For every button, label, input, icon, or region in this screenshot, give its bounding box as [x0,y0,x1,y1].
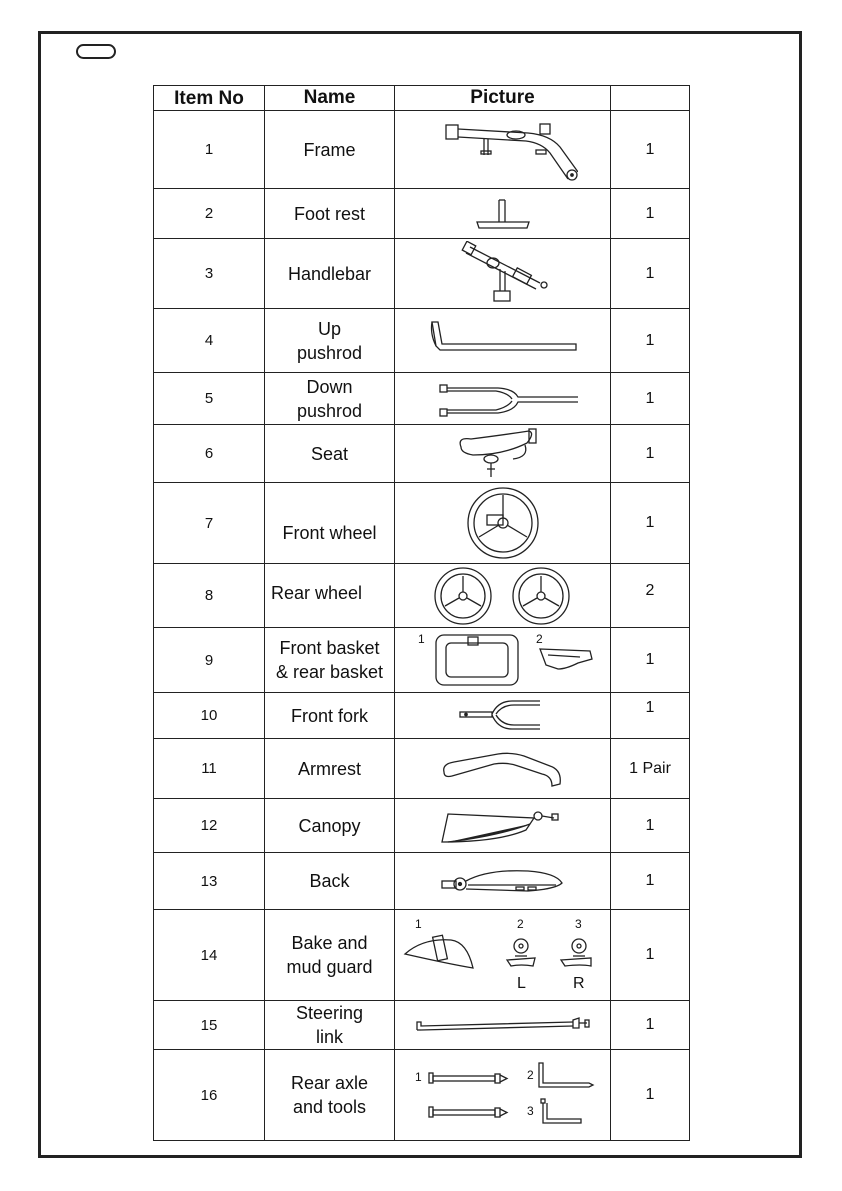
header-qty [611,86,690,111]
item-name: Canopy [265,799,395,853]
item-no: 14 [154,910,265,1001]
item-name-line2: and tools [292,1097,367,1117]
brake-label-2: 2 [516,917,524,931]
header-picture: Picture [395,86,611,111]
item-no: 12 [154,799,265,853]
item-qty: 1 [611,189,690,239]
item-name-line1: Rear axle [290,1073,369,1093]
item-qty: 1 [611,910,690,1001]
item-name [265,373,395,425]
seat-picture [395,425,611,483]
table-row [154,189,690,239]
item-no: 3 [154,239,265,309]
up-pushrod-picture [395,309,611,373]
item-no: 9 [154,628,265,693]
item-no: 6 [154,425,265,483]
item-qty: 1 [611,239,690,309]
table-row [154,910,690,1001]
brake-mudguard-picture [395,910,611,1001]
page-tab-marker [76,44,116,59]
item-no: 2 [154,189,265,239]
canopy-picture [395,799,611,853]
table-row [154,799,690,853]
table-row [154,1050,690,1141]
item-name-line2: link [315,1027,343,1047]
item-qty: 1 [611,111,690,189]
item-no: 8 [154,564,265,628]
table-row [154,425,690,483]
item-name-line2: & rear basket [275,662,384,682]
item-name [265,628,395,693]
item-name: Front fork [265,693,395,739]
frame-picture [395,111,611,189]
table-row [154,693,690,739]
axle-label-1: 1 [414,1070,422,1084]
rear-wheels-picture [395,564,611,628]
item-name: Handlebar [265,239,395,309]
item-no: 4 [154,309,265,373]
item-no: 16 [154,1050,265,1141]
table-row [154,309,690,373]
table-row [154,239,690,309]
front-fork-picture [395,693,611,739]
item-qty: 1 Pair [611,739,690,799]
item-name: Seat [265,425,395,483]
basket-label-1: 1 [417,632,425,646]
item-qty: 1 [611,853,690,910]
item-name: Back [265,853,395,910]
item-qty: 1 [611,799,690,853]
item-qty: 1 [611,309,690,373]
brake-label-1: 1 [414,917,422,931]
item-name-line2: pushrod [296,342,363,363]
item-no: 11 [154,739,265,799]
header-name: Name [265,86,395,111]
item-qty: 1 [611,1050,690,1141]
item-name-line2: pushrod [296,400,363,421]
item-name: Rear wheel [265,564,395,628]
table-row [154,1001,690,1050]
item-name: Armrest [265,739,395,799]
foot-rest-picture [395,189,611,239]
header-item-no: Item No [154,86,265,111]
table-row [154,564,690,628]
item-no: 10 [154,693,265,739]
armrest-picture [395,739,611,799]
rear-axle-tools-picture [395,1050,611,1141]
item-no: 7 [154,483,265,564]
item-name-line1: Front basket [279,638,380,658]
item-qty: 1 [611,425,690,483]
back-picture [395,853,611,910]
item-name: Front wheel [265,483,395,564]
baskets-picture [395,628,611,693]
item-name-line1: Steering [295,1003,364,1023]
axle-label-2: 2 [526,1068,534,1082]
item-name: Frame [265,111,395,189]
item-name-line1: Down [306,376,353,397]
brake-label-3: 3 [574,917,582,931]
table-row [154,111,690,189]
item-name [265,910,395,1001]
item-name [265,1001,395,1050]
item-name [265,309,395,373]
item-no: 5 [154,373,265,425]
axle-label-3: 3 [526,1104,534,1118]
item-qty: 1 [611,693,690,739]
item-qty: 2 [611,564,690,628]
down-pushrod-picture [395,373,611,425]
table-row [154,628,690,693]
front-wheel-picture [395,483,611,564]
item-qty: 1 [611,373,690,425]
item-name: Foot rest [265,189,395,239]
item-name [265,1050,395,1141]
brake-label-left: L [516,975,526,992]
basket-label-2: 2 [535,632,543,646]
item-no: 13 [154,853,265,910]
table-header-row [154,86,690,111]
steering-link-picture [395,1001,611,1050]
item-name-line1: Bake and [291,933,368,953]
parts-table [153,85,690,1141]
item-qty: 1 [611,1001,690,1050]
item-name-line2: mud guard [286,957,373,977]
table-row [154,739,690,799]
table-row [154,483,690,564]
item-no: 15 [154,1001,265,1050]
table-row [154,853,690,910]
brake-label-right: R [572,975,585,992]
item-qty: 1 [611,628,690,693]
item-qty: 1 [611,483,690,564]
item-no: 1 [154,111,265,189]
item-name-line1: Up [317,318,341,339]
table-row [154,373,690,425]
handlebar-picture [395,239,611,309]
